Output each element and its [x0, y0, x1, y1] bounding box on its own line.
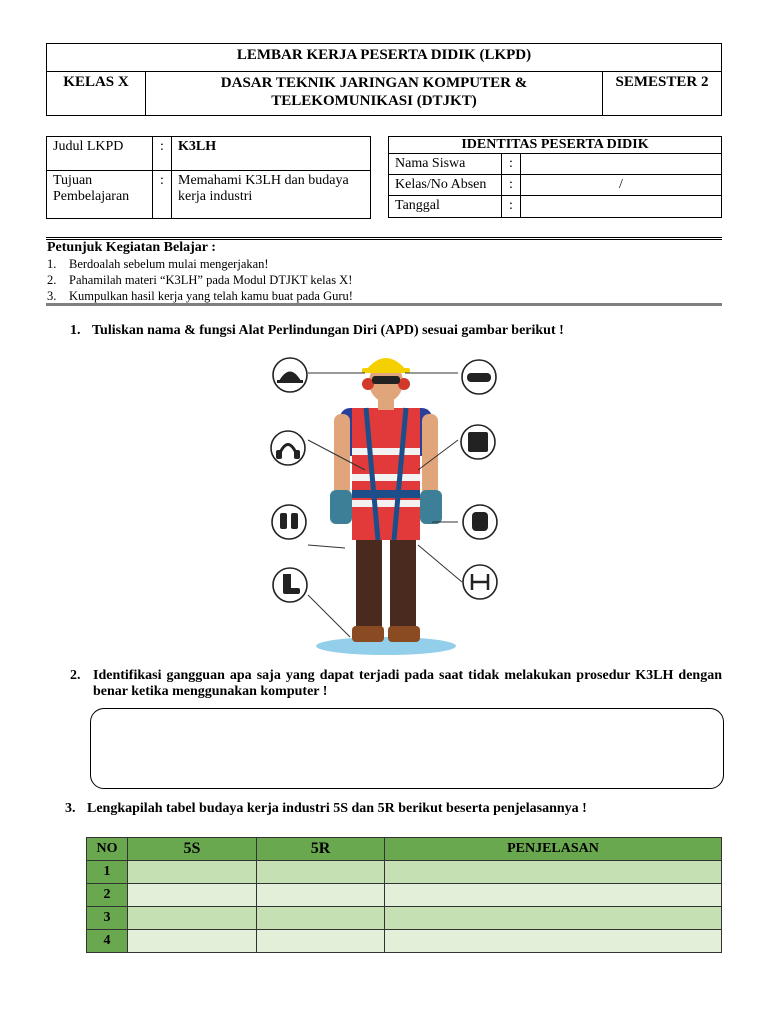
identity-label: Nama Siswa [389, 154, 502, 175]
info-value-judul: K3LH [172, 137, 371, 171]
date-field[interactable] [521, 196, 722, 218]
info-label: Tujuan Pembelajaran [47, 171, 153, 219]
lkpd-info-table [46, 136, 371, 219]
list-item: 1. Berdoalah sebelum mulai mengerjakan! [47, 257, 269, 271]
row-number: 4 [87, 930, 128, 953]
column-header: 5R [257, 838, 385, 861]
page-title: LEMBAR KERJA PESERTA DIDIK (LKPD) [47, 44, 722, 72]
table-row [87, 861, 722, 884]
cell-5s[interactable] [128, 930, 257, 953]
identity-sep: : [502, 196, 521, 218]
header-table [46, 43, 722, 116]
question-3: 3. Lengkapilah tabel budaya kerja industri 5S dan 5R berikut beserta penjelasannya ! [65, 801, 587, 816]
info-value-tujuan: Memahami K3LH dan budaya kerja industri [172, 171, 371, 219]
divider [46, 303, 722, 306]
column-header: 5S [128, 838, 257, 861]
identity-table [388, 136, 722, 218]
list-item: 2. Pahamilah materi “K3LH” pada Modul DTJKT kelas X! [47, 273, 353, 287]
cell-penjelasan[interactable] [385, 884, 722, 907]
identity-sep: : [502, 175, 521, 196]
cell-5s[interactable] [128, 907, 257, 930]
class-absen-field[interactable]: / [521, 175, 722, 196]
table-row [87, 930, 722, 953]
instructions-title: Petunjuk Kegiatan Belajar : [47, 240, 216, 255]
apd-worker-figure [266, 350, 506, 660]
cell-5r[interactable] [257, 907, 385, 930]
cell-penjelasan[interactable] [385, 907, 722, 930]
cell-5s[interactable] [128, 884, 257, 907]
info-sep: : [153, 137, 172, 171]
answer-box[interactable] [90, 708, 724, 789]
cell-penjelasan[interactable] [385, 861, 722, 884]
table-row [87, 884, 722, 907]
name-field[interactable] [521, 154, 722, 175]
row-number: 2 [87, 884, 128, 907]
table-5s-5r [86, 837, 722, 953]
identity-sep: : [502, 154, 521, 175]
identity-label: Kelas/No Absen [389, 175, 502, 196]
instructions-list [47, 256, 723, 304]
cell-penjelasan[interactable] [385, 930, 722, 953]
cell-5r[interactable] [257, 884, 385, 907]
info-label: Judul LKPD [47, 137, 153, 171]
cell-5r[interactable] [257, 930, 385, 953]
kelas-label: KELAS X [47, 72, 146, 116]
column-header: PENJELASAN [385, 838, 722, 861]
column-header: NO [87, 838, 128, 861]
identity-title: IDENTITAS PESERTA DIDIK [389, 137, 722, 154]
identity-label: Tanggal [389, 196, 502, 218]
semester-label: SEMESTER 2 [603, 72, 722, 116]
row-number: 3 [87, 907, 128, 930]
subject-title: DASAR TEKNIK JARINGAN KOMPUTER & TELEKOMUNIKASI (DTJKT) [146, 72, 603, 116]
question-1: 1. Tuliskan nama & fungsi Alat Perlindungan Diri (APD) sesuai gambar berikut ! [70, 323, 564, 338]
info-sep: : [153, 171, 172, 219]
question-2: 2. Identifikasi gangguan apa saja yang dapat terjadi pada saat tidak melakukan prosedur K3LH dengan benar ketika menggunakan komputer ! [70, 668, 722, 699]
list-item: 3. Kumpulkan hasil kerja yang telah kamu buat pada Guru! [47, 289, 353, 303]
cell-5s[interactable] [128, 861, 257, 884]
row-number: 1 [87, 861, 128, 884]
table-row [87, 907, 722, 930]
cell-5r[interactable] [257, 861, 385, 884]
